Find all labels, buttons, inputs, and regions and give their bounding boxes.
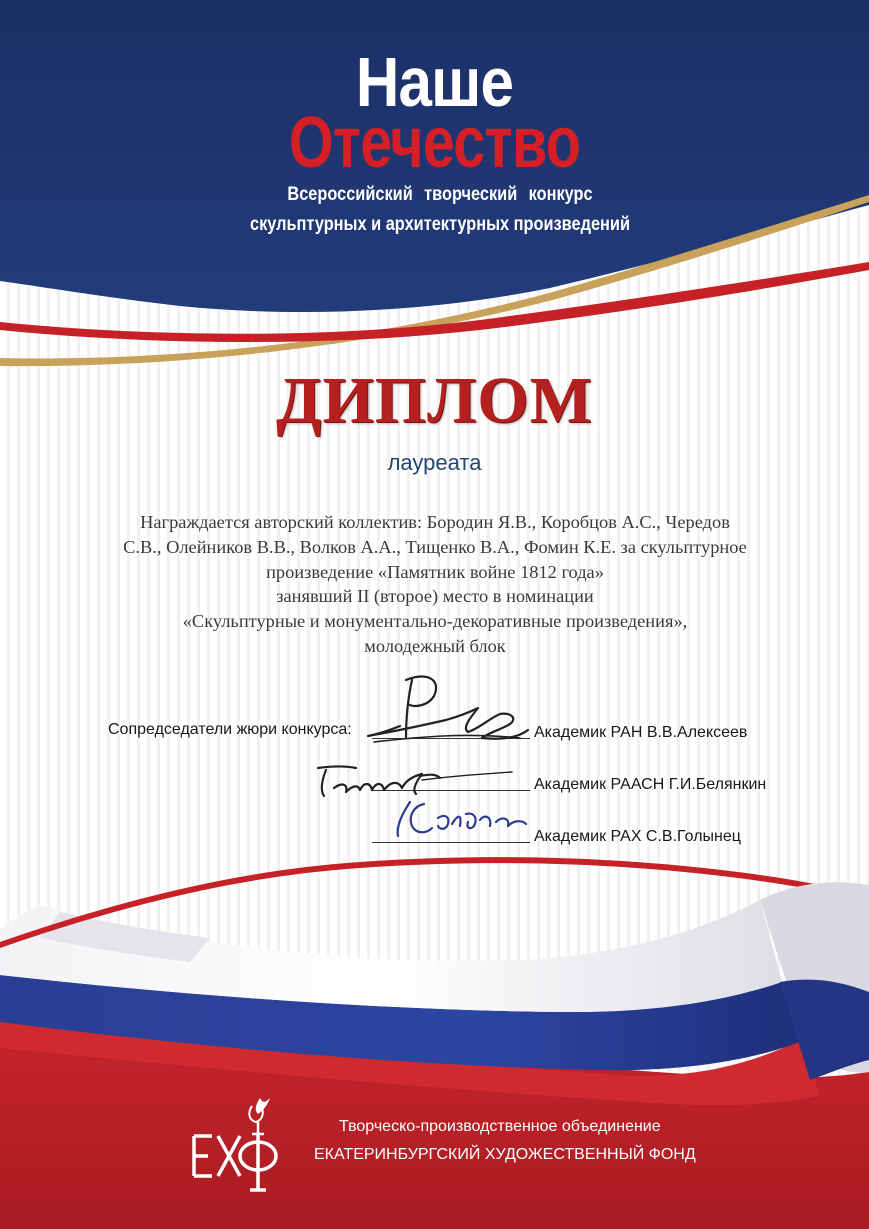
award-text-line: Награждается авторский коллектив: Бородин Я.В., Коробцов А.С., Чередов	[140, 512, 730, 532]
diploma-subtitle: лауреата	[387, 450, 482, 475]
header-subtitle-line2: скульптурных и архитектурных произведений	[249, 214, 631, 235]
ekhf-logo	[186, 1092, 298, 1198]
award-text-line: С.В., Олейников В.В., Волков А.А., Тищенко В.А., Фомин К.Е. за скульптурное	[123, 536, 747, 557]
header-title-line1: Наше	[355, 43, 514, 121]
organization-line1: Творческо-производственное объединение	[339, 1118, 661, 1135]
award-text-line: «Скульптурные и монументально-декоративные произведения»,	[182, 611, 688, 632]
award-text-line: произведение «Памятник войне 1812 года»	[266, 561, 604, 582]
jury-label: Сопредседатели жюри конкурса:	[108, 721, 352, 738]
award-text-line: занявший II (второе) место в номинации	[276, 586, 594, 607]
signature-3-image	[380, 794, 540, 849]
signature-1-image	[350, 668, 540, 763]
header-subtitle-line1: Всероссийский творческий конкурс	[287, 184, 593, 205]
organization-line2: ЕКАТЕРИНБУРГСКИЙ ХУДОЖЕСТВЕННЫЙ ФОНД	[314, 1146, 696, 1163]
signatory-name: Академик РААСН Г.И.Белянкин	[534, 776, 767, 793]
signatory-name: Академик РАН В.В.Алексеев	[534, 724, 748, 741]
award-text	[80, 510, 790, 659]
diploma-title: ДИПЛОМ	[276, 364, 593, 437]
award-text-line: молодежный блок	[364, 635, 506, 656]
header-title-line2: Отечество	[288, 103, 581, 183]
signatory-name: Академик РАХ С.В.Голынец	[534, 828, 741, 845]
